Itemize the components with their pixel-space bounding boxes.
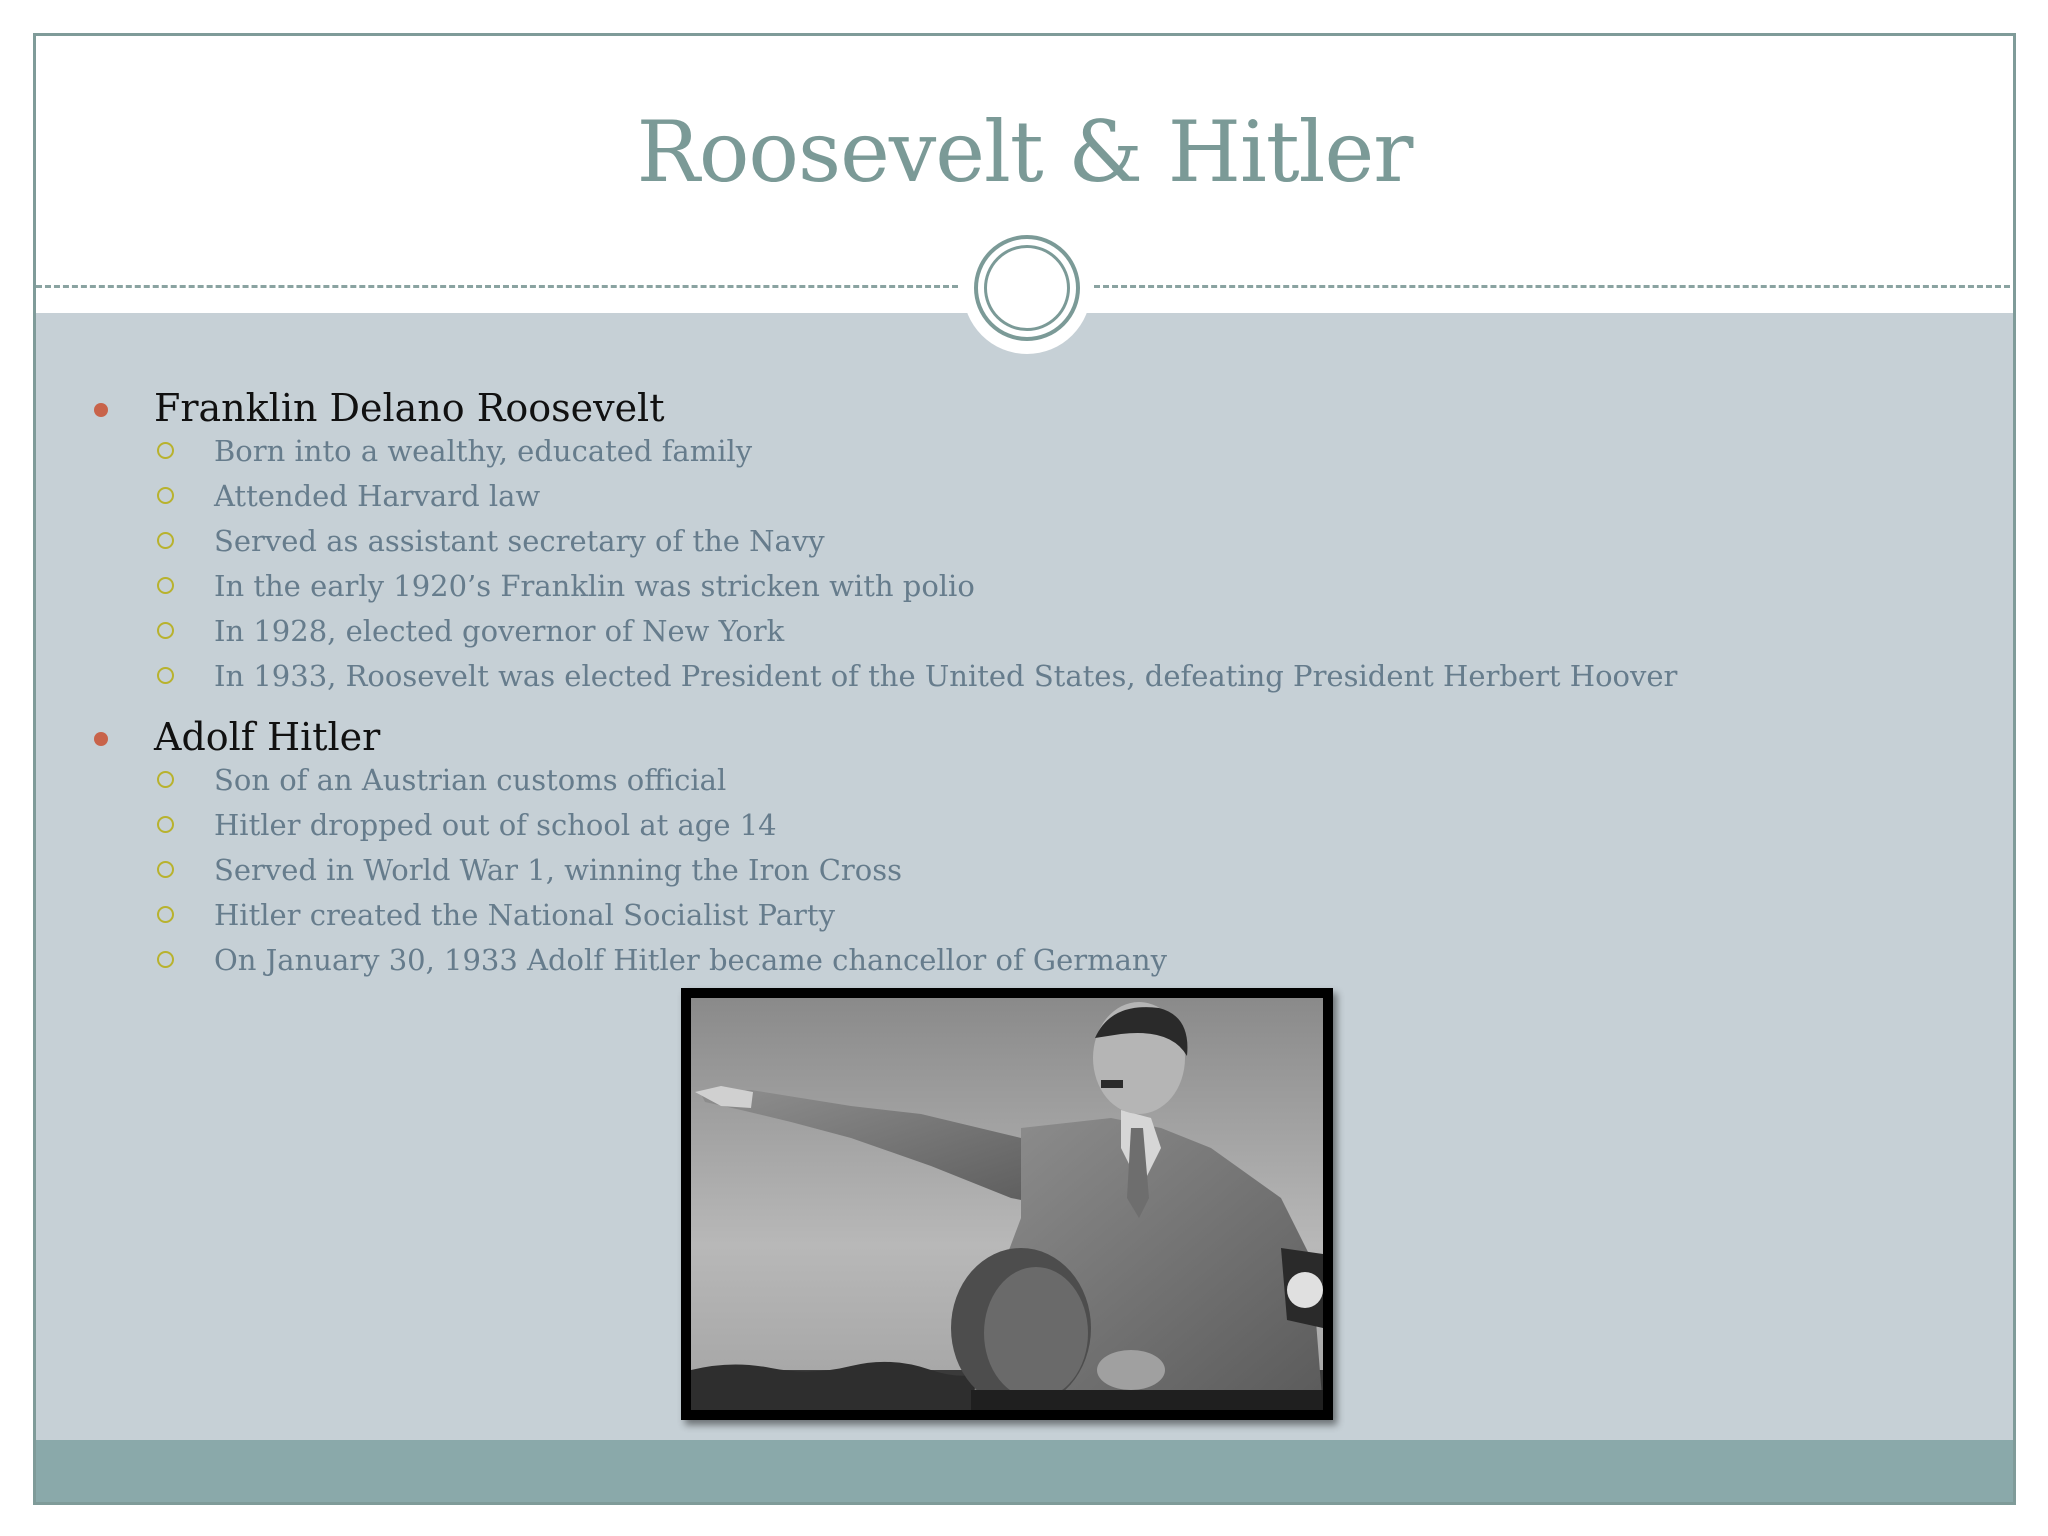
bullet-ring-icon [157, 487, 174, 504]
bullet-ring-icon [157, 577, 174, 594]
photo-icon [691, 998, 1323, 1410]
list-item [36, 938, 2013, 982]
list-item-label: Served as assistant secretary of the Navy [214, 524, 825, 558]
bullet-ring-icon [157, 861, 174, 878]
slide [33, 33, 2016, 1505]
list-item [36, 519, 2013, 563]
list-item-label: Hitler created the National Socialist Party [214, 898, 835, 932]
list-item-label: Served in World War 1, winning the Iron Cross [214, 853, 902, 887]
bullet-ring-icon [157, 951, 174, 968]
photo-illustration [691, 998, 1323, 1410]
bullet-dot-icon [94, 732, 108, 746]
list-item [36, 848, 2013, 892]
bullet-ring-icon [157, 442, 174, 459]
section-heading-label: Franklin Delano Roosevelt [154, 386, 665, 430]
title-divider-left [36, 285, 958, 288]
title-divider-right [1094, 285, 2016, 288]
list-item [36, 564, 2013, 608]
list-item-label: Born into a wealthy, educated family [214, 434, 753, 468]
bullet-ring-icon [157, 622, 174, 639]
list-item [36, 654, 2013, 698]
bullet-ring-icon [157, 532, 174, 549]
bullet-ring-icon [157, 667, 174, 684]
list-item-label: Hitler dropped out of school at age 14 [214, 808, 777, 842]
list-item [36, 609, 2013, 653]
list-item [36, 803, 2013, 847]
list-item-label: In the early 1920’s Franklin was stricken with polio [214, 569, 975, 603]
list-item-label: Son of an Austrian customs official [214, 763, 727, 797]
section-heading-label: Adolf Hitler [154, 715, 381, 759]
list-item [36, 893, 2013, 937]
list-item-label: In 1928, elected governor of New York [214, 614, 785, 648]
list-item-label: On January 30, 1933 Adolf Hitler became chancellor of Germany [214, 943, 1167, 977]
section-heading-roosevelt [36, 383, 2013, 433]
slide-title: Roosevelt & Hitler [636, 103, 1413, 201]
section-heading-hitler [36, 712, 2013, 762]
list-item-label: Attended Harvard law [214, 479, 541, 513]
footer-band [36, 1440, 2013, 1505]
photo-frame [681, 988, 1333, 1420]
list-item-label: In 1933, Roosevelt was elected President of the United States, defeating President Herbert Hoover [214, 659, 1678, 693]
list-item [36, 758, 2013, 802]
list-item [36, 474, 2013, 518]
bullet-ring-icon [157, 816, 174, 833]
ornament-inner-ring-icon [984, 245, 1070, 331]
bullet-ring-icon [157, 771, 174, 788]
bullet-dot-icon [94, 403, 108, 417]
list-item [36, 429, 2013, 473]
bullet-ring-icon [157, 906, 174, 923]
